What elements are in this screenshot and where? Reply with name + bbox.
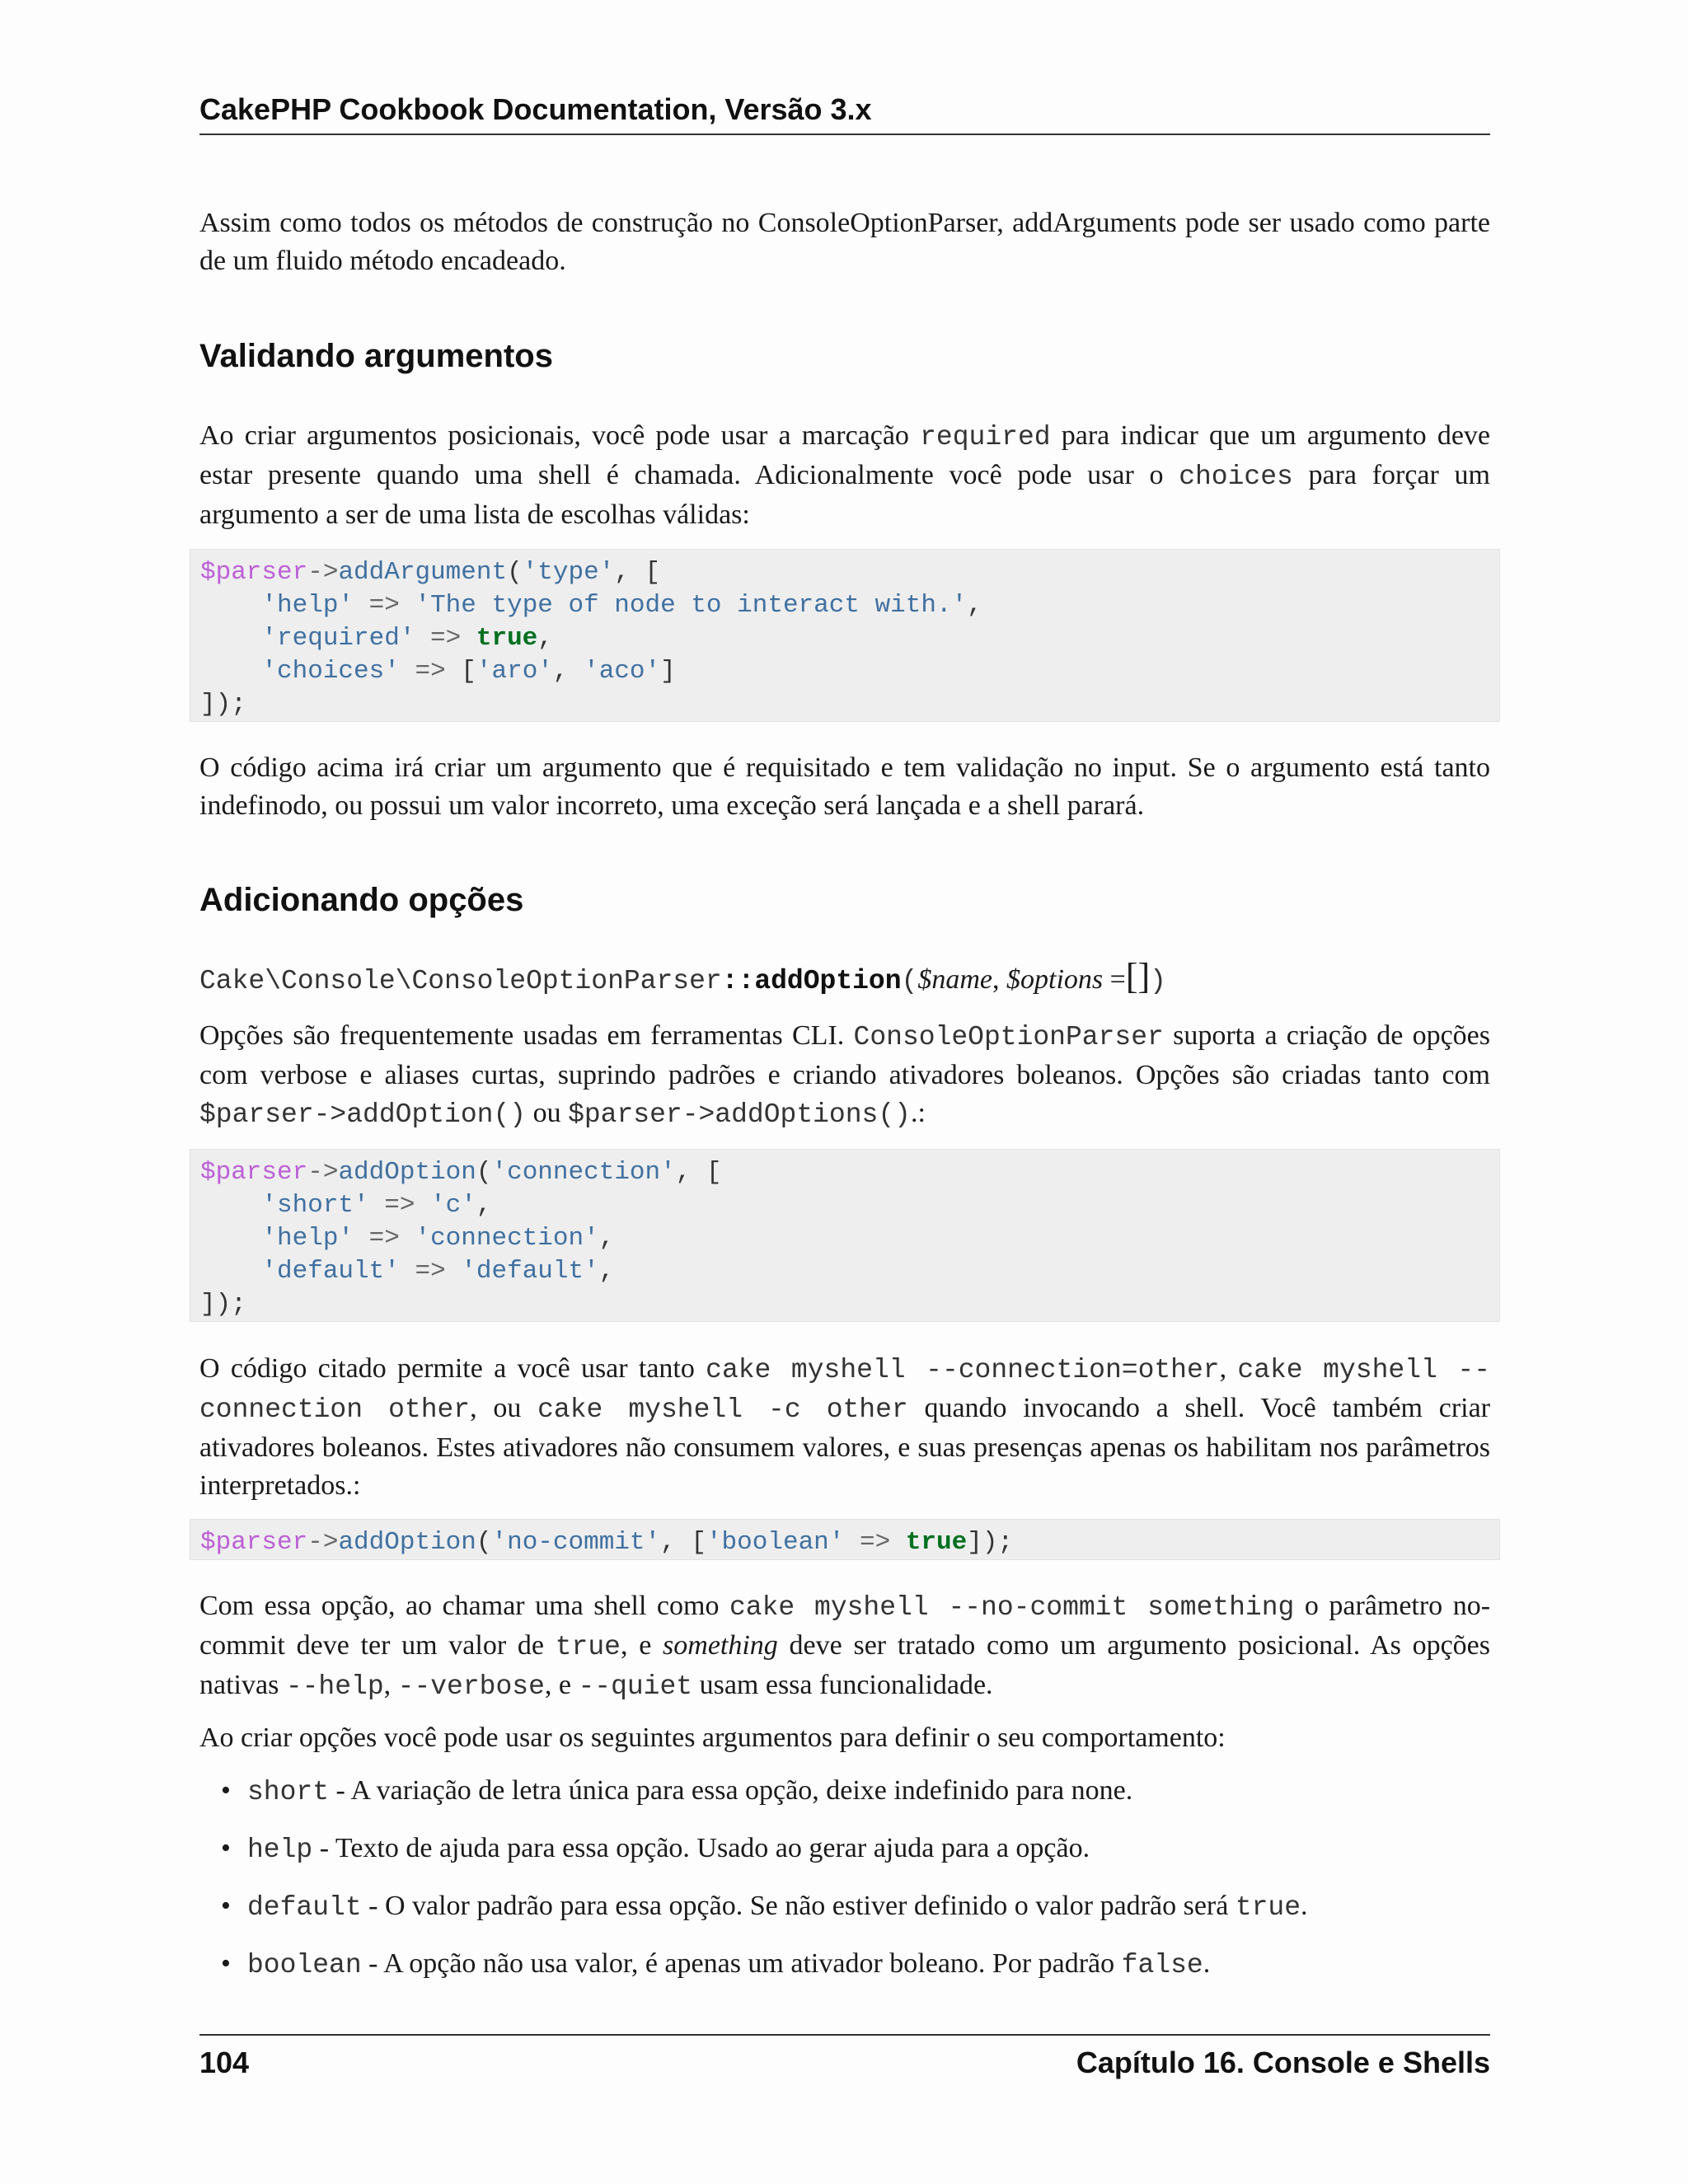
list-item: • help - Texto de ajuda para essa opção. Usado ao gerar ajuda para a opção. [221, 1833, 1090, 1865]
chapter-title: Capítulo 16. Console e Shells [1076, 2046, 1490, 2079]
code-block-boolean-option: $parser->addOption('no-commit', ['boolean' => true]); [190, 1519, 1500, 1560]
option-arguments-list [199, 1772, 1538, 2003]
running-header: CakePHP Cookbook Documentation, Versão 3.x [199, 92, 872, 126]
validating-paragraph: Ao criar argumentos posicionais, você pode usar a marcação required para indicar que um argumento deve estar presente quando uma shell é chamada. Adicionalmente você pode usar o choices para forçar um argumento a ser de uma lista de escolhas válidas: [199, 420, 1491, 530]
options-usage-paragraph: O código citado permite a você usar tanto cake myshell --connection=other, cake myshell --connection other, ou cake myshell -c other quando invocando a shell. Você também criar ativadores boleanos. Estes ativadores não consumem valores, e suas presenças apenas os habilitam nos parâmetros interpretados.: [199, 1353, 1490, 1501]
section-heading-options: Adicionando opções [199, 882, 524, 918]
method-signature: Cake\Console\ConsoleOptionParser::addOption($name, $options =[]) [199, 956, 1166, 996]
list-item: • short - A variação de letra única para essa opção, deixe indefinido para none. [221, 1775, 1133, 1807]
header-rule [199, 134, 1490, 135]
no-commit-paragraph: Com essa opção, ao chamar uma shell como cake myshell --no-commit something o parâmetro no-commit deve ter um valor de true, e something deve ser tratado como um argumento posicional. As opções nativas --help, --verbose, e --quiet usam essa funcionalidade. [199, 1591, 1491, 1702]
list-item: • default - O valor padrão para essa opção. Se não estiver definido o valor padrão será true. [221, 1891, 1308, 1923]
page-number: 104 [199, 2046, 250, 2079]
footer-rule [199, 2034, 1490, 2036]
intro-paragraph: Assim como todos os métodos de construção no ConsoleOptionParser, addArguments pode ser usado como parte de um fluido método encadeado. [199, 208, 1490, 276]
options-paragraph: Opções são frequentemente usadas em ferramentas CLI. ConsoleOptionParser suporta a criação de opções com verbose e aliases curtas, suprindo padrões e criando ativadores boleanos. Opções são criadas tanto com $parser->addOption() ou $parser->addOptions().: [199, 1020, 1490, 1130]
section-heading-validating: Validando argumentos [199, 338, 553, 374]
options-arguments-intro: Ao criar opções você pode usar os seguintes argumentos para definir o seu comportamento: [199, 1722, 1226, 1753]
inline-code: required [920, 422, 1051, 452]
inline-code: choices [1179, 462, 1293, 492]
list-item: • boolean - A opção não usa valor, é apenas um ativador boleano. Por padrão false. [221, 1948, 1211, 1980]
code-block-add-option: $parser->addOption('connection', [ 'short' => 'c', 'help' => 'connection', 'default' => 'default', ]); [190, 1149, 1500, 1322]
code-block-add-argument: $parser->addArgument('type', [ 'help' => 'The type of node to interact with.', 'required' => true, 'choices' => ['aro', 'aco'] ]); [190, 549, 1500, 722]
validating-result-paragraph: O código acima irá criar um argumento que é requisitado e tem validação no input. Se o argumento está tanto indefinodo, ou possui um valor incorreto, uma exceção será lançada e a shell parará. [199, 752, 1490, 821]
